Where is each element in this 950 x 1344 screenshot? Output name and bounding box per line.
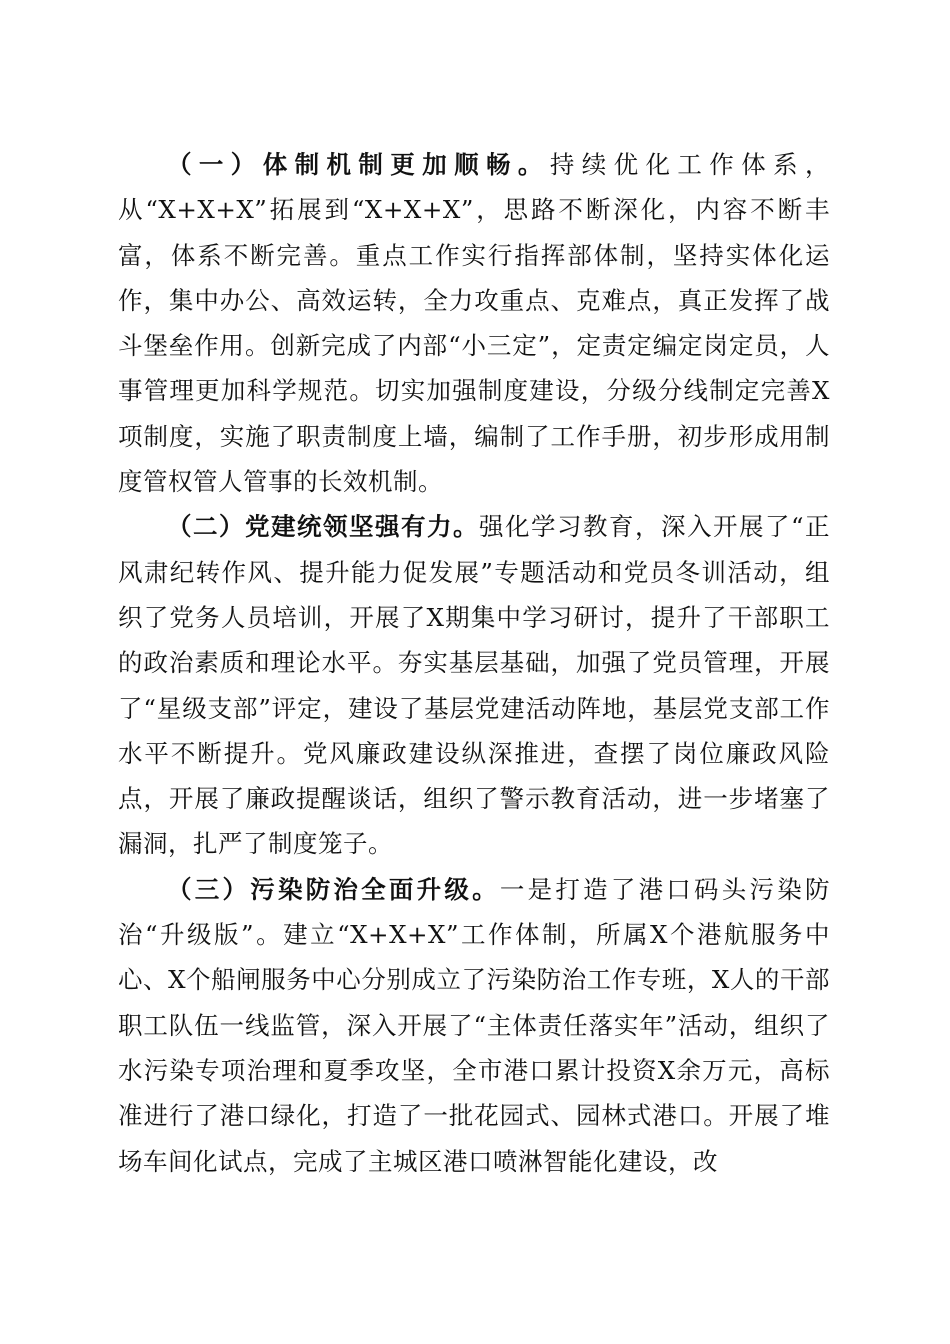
paragraph-3 — [118, 867, 830, 1184]
paragraph-1-text: 持续优化工作体系，从“X+X+X”拓展到“X+X+X”，思路不断深化，内容不断丰富，体系不断完善。重点工作实行指挥部体制，坚持实体化运作，集中办公、高效运转，全力攻重点、克难点，真正发挥了战斗堡垒作用。创新完成了内部“小三定”，定责定编定岗定员，人事管理更加科学规范。切实加强制度建设，分级分线制定完善X项制度，实施了职责制度上墙，编制了工作手册，初步形成用制度管权管人管事的长效机制。 — [118, 150, 831, 497]
paragraph-2-text: 强化学习教育，深入开展了“正风肃纪转作风、提升能力促发展”专题活动和党员冬训活动，组织了党务人员培训，开展了X期集中学习研讨，提升了干部职工的政治素质和理论水平。夯实基层基础，加强了党员管理，开展了“星级支部”评定，建设了基层党建活动阵地，基层党支部工作水平不断提升。党风廉政建设纵深推进，查摆了岗位廉政风险点，开展了廉政提醒谈话，组织了警示教育活动，进一步堵塞了漏洞，扎严了制度笼子。 — [118, 512, 830, 859]
document-body — [118, 142, 830, 1184]
paragraph-3-heading: （三）污染防治全面升级。 — [167, 874, 500, 904]
paragraph-3-text: 一是打造了港口码头污染防治“升级版”。建立“X+X+X”工作体制，所属X个港航服务中心、X个船闸服务中心分别成立了污染防治工作专班，X人的干部职工队伍一线监管，深入开展了“主体责任落实年”活动，组织了水污染专项治理和夏季攻坚，全市港口累计投资X余万元，高标准进行了港口绿化，打造了一批花园式、园林式港口。开展了堆场车间化试点，完成了主城区港口喷淋智能化建设，改 — [118, 874, 831, 1176]
paragraph-2 — [118, 504, 830, 866]
paragraph-2-heading: （二）党建统领坚强有力。 — [167, 512, 479, 542]
paragraph-1-heading: （一）体制机制更加顺畅。 — [167, 150, 550, 179]
paragraph-1 — [118, 142, 830, 504]
